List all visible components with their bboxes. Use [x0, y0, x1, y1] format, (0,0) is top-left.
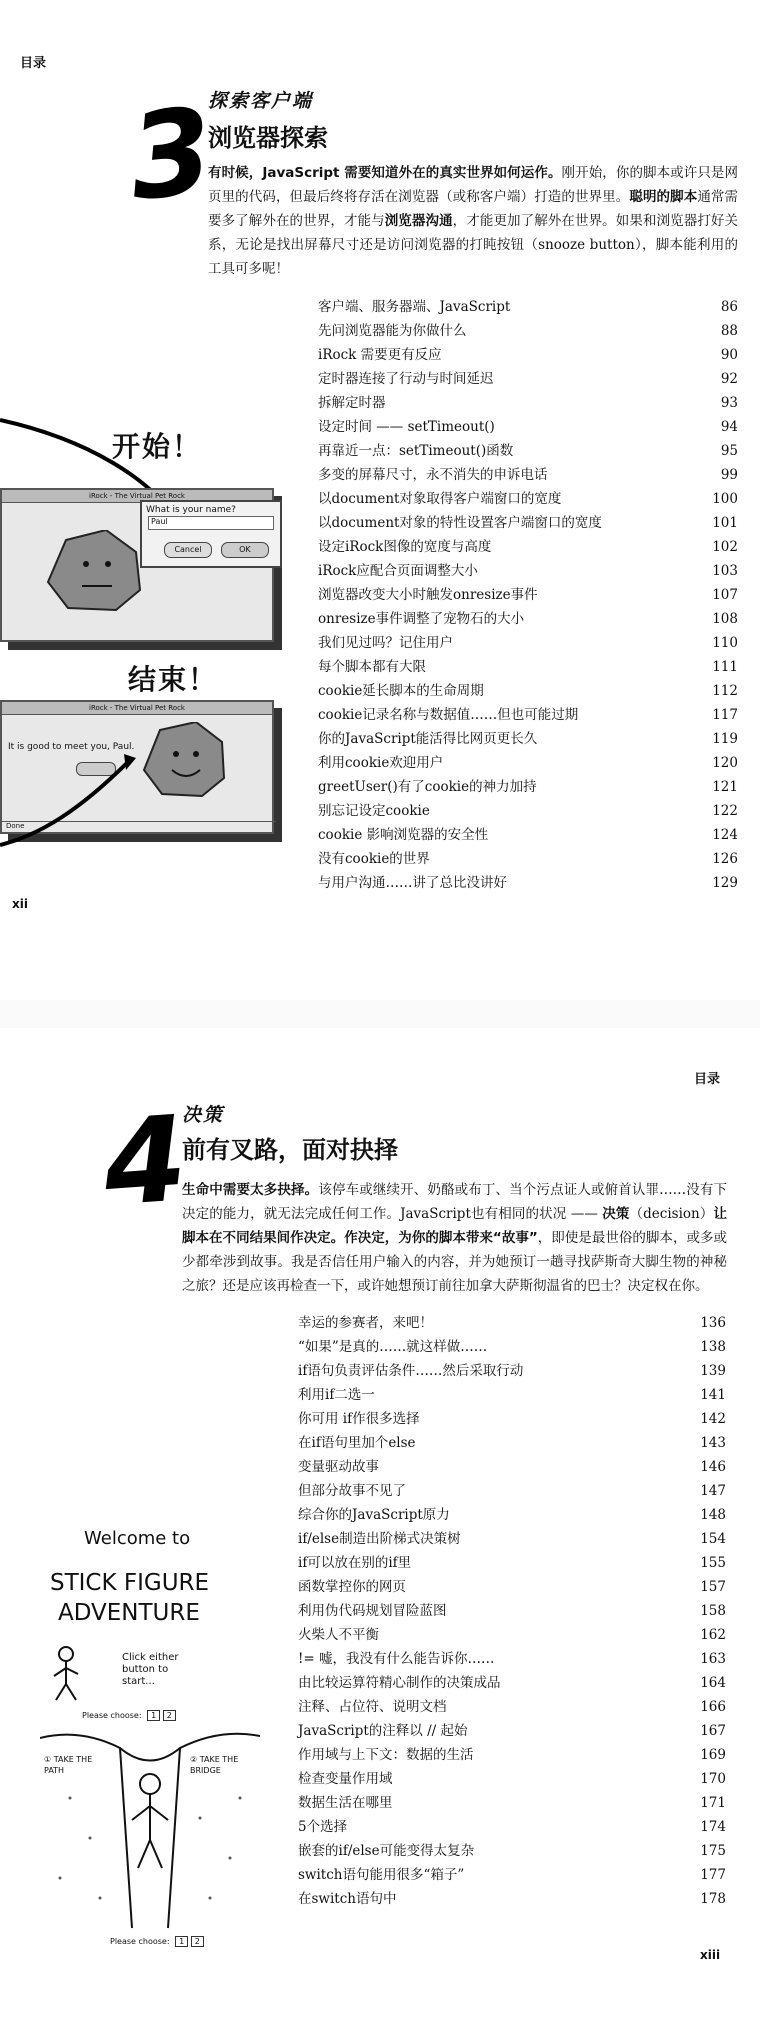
toc-row[interactable] — [318, 295, 738, 319]
toc-entry-label: 客户端、服务器端、JavaScript — [318, 299, 511, 315]
intro-bold-2: 决策 — [602, 1206, 630, 1222]
toc-row[interactable] — [298, 1695, 726, 1719]
toc-entry-page: 171 — [700, 1795, 726, 1811]
intro-bold-3: 浏览器沟通 — [384, 213, 453, 229]
toc-entry-page: 88 — [720, 323, 738, 339]
toc-entry-page: 93 — [720, 395, 738, 411]
toc-entry-page: 129 — [712, 875, 738, 891]
intro-text-1: 该停车或继续开、奶酪或布丁、当个污点证人或俯首认罪……没有下决定的能力，就无法完成任何工作。JavaScript也有相同的状况 —— — [182, 1182, 728, 1222]
toc-entry-page: 155 — [700, 1555, 726, 1571]
toc-entry-page: 119 — [712, 731, 738, 747]
toc-entry-page: 112 — [712, 683, 738, 699]
toc-row[interactable] — [318, 631, 738, 655]
toc-entry-label: 再靠近一点：setTimeout()函数 — [318, 443, 514, 459]
toc-entry-label: iRock 需要更有反应 — [318, 347, 442, 363]
toc-entry-label: 变量驱动故事 — [298, 1459, 379, 1475]
toc-entry-page: 162 — [700, 1627, 726, 1643]
toc-row[interactable] — [318, 463, 738, 487]
toc-entry-page: 164 — [700, 1675, 726, 1691]
chapter-title: 浏览器探索 — [208, 124, 328, 152]
choice-button-2[interactable]: 2 — [163, 1710, 176, 1721]
intro-bold-2: 聪明的脚本 — [629, 189, 698, 205]
toc-entry-label: 先问浏览器能为你做什么 — [318, 323, 467, 339]
intro-bold-1: 有时候，JavaScript 需要知道外在的真实世界如何运作。 — [208, 165, 562, 181]
toc-row[interactable] — [318, 511, 738, 535]
toc-entry-page: 158 — [700, 1603, 726, 1619]
toc-entry-label: 在switch语句中 — [298, 1891, 397, 1907]
toc-row[interactable] — [318, 487, 738, 511]
toc-row[interactable] — [298, 1599, 726, 1623]
toc-entry-page: 136 — [700, 1315, 726, 1331]
toc-entry-page: 169 — [700, 1747, 726, 1763]
toc-entry-label: if/else制造出阶梯式决策树 — [298, 1531, 461, 1547]
toc-row[interactable] — [298, 1503, 726, 1527]
toc-entry-label: if可以放在别的if里 — [298, 1555, 412, 1571]
choice-button-1[interactable]: 1 — [147, 1710, 160, 1721]
toc-entry-label: 别忘记设定cookie — [318, 803, 430, 819]
toc-row[interactable] — [318, 751, 738, 775]
chapter-kicker: 探索客户端 — [208, 90, 314, 112]
toc-row[interactable] — [298, 1791, 726, 1815]
toc-row[interactable] — [298, 1383, 726, 1407]
toc-entry-page: 95 — [720, 443, 738, 459]
toc-entry-label: cookie延长脚本的生命周期 — [318, 683, 484, 699]
toc-entry-page: 108 — [712, 611, 738, 627]
toc-entry-page: 121 — [712, 779, 738, 795]
toc-entry-label: 设定时间 —— setTimeout() — [318, 419, 495, 435]
toc-entry-label: 综合你的JavaScript原力 — [298, 1507, 450, 1523]
game-title-line-1: STICK FIGURE — [50, 1570, 210, 1596]
toc-row[interactable] — [318, 607, 738, 631]
toc-entry-label: “如果”是真的……就这样做…… — [298, 1339, 488, 1355]
window-titlebar: iRock - The Virtual Pet Rock — [2, 490, 272, 503]
toc-entry-label: 火柴人不平衡 — [298, 1627, 379, 1643]
chapter-kicker: 决策 — [182, 1104, 225, 1126]
toc-entry-label: 数据生活在哪里 — [298, 1795, 393, 1811]
toc-entry-page: 154 — [700, 1531, 726, 1547]
toc-entry-label: 注释、占位符、说明文档 — [298, 1699, 447, 1715]
toc-row[interactable] — [318, 871, 738, 895]
toc-entry-label: 每个脚本都有大限 — [318, 659, 426, 675]
toc-entry-page: 174 — [700, 1819, 726, 1835]
toc-entry-label: 你的JavaScript能活得比网页更长久 — [318, 731, 538, 747]
page-bottom — [0, 1028, 760, 2042]
game-title-line-2: ADVENTURE — [58, 1600, 200, 1626]
toc-entry-page: 139 — [700, 1363, 726, 1379]
toc-entry-label: JavaScript的注释以 // 起始 — [298, 1723, 468, 1739]
toc-entry-label: 你可用 if作很多选择 — [298, 1411, 420, 1427]
toc-entry-label: 浏览器改变大小时触发onresize事件 — [318, 587, 538, 603]
toc-entry-label: 作用域与上下文：数据的生活 — [298, 1747, 474, 1763]
toc-row[interactable] — [298, 1527, 726, 1551]
toc-row[interactable] — [318, 823, 738, 847]
toc-entry-label: 以document对象的特性设置客户端窗口的宽度 — [318, 515, 602, 531]
chapter-number: 4 — [99, 1089, 191, 1233]
toc-entry-label: greetUser()有了cookie的神力加持 — [318, 779, 537, 795]
toc-row[interactable] — [298, 1863, 726, 1887]
prompt-question: What is your name? — [146, 505, 236, 515]
toc-entry-page: 107 — [712, 587, 738, 603]
toc-row[interactable] — [298, 1743, 726, 1767]
toc-entry-page: 157 — [700, 1579, 726, 1595]
toc-entry-label: 函数掌控你的网页 — [298, 1579, 406, 1595]
toc-entry-page: 111 — [712, 659, 738, 675]
ok-button[interactable]: OK — [221, 542, 269, 558]
intro-text-2: 通常需要多了解外在的世界，才能与 — [208, 189, 739, 229]
chapter-title: 前有叉路，面对抉择 — [182, 1136, 398, 1164]
intro-bold-1: 生命中需要太多抉择。 — [182, 1182, 319, 1198]
choose-label: Please choose: — [110, 1937, 170, 1946]
chapter-intro — [208, 161, 738, 281]
toc-entry-label: 在if语句里加个else — [298, 1435, 416, 1451]
toc-row[interactable] — [298, 1887, 726, 1911]
toc-entry-page: 120 — [712, 755, 738, 771]
toc-row[interactable] — [318, 775, 738, 799]
toc-entry-label: 利用if二选一 — [298, 1387, 375, 1403]
toc-entry-page: 163 — [700, 1651, 726, 1667]
toc-list — [298, 1311, 726, 1921]
toc-entry-label: 定时器连接了行动与时间延迟 — [318, 371, 494, 387]
chapter-intro — [182, 1178, 727, 1298]
toc-row[interactable] — [318, 559, 738, 583]
toc-entry-page: 170 — [700, 1771, 726, 1787]
toc-row[interactable] — [298, 1455, 726, 1479]
toc-row[interactable] — [318, 727, 738, 751]
toc-row[interactable] — [298, 1839, 726, 1863]
toc-row[interactable] — [318, 391, 738, 415]
toc-entry-page: 117 — [712, 707, 738, 723]
rock-icon — [46, 530, 142, 612]
toc-entry-page: 100 — [712, 491, 738, 507]
toc-entry-label: 检查变量作用域 — [298, 1771, 393, 1787]
toc-entry-label: if语句负责评估条件……然后采取行动 — [298, 1363, 524, 1379]
path-option-2: ② TAKE THE BRIDGE — [190, 1755, 239, 1775]
toc-entry-page: 138 — [700, 1339, 726, 1355]
toc-row[interactable] — [298, 1311, 726, 1335]
intro-text-3: ，即使是最世俗的脚本，或多或少都牵涉到故事。我是否信任用户输入的内容，并为她预订一趟寻找萨斯奇大脚生物的神秘之旅？还是应该再检查一下，或许她想预订前往加拿大萨斯彻温省的巴士？决定权在你。 — [182, 1230, 727, 1294]
toc-entry-page: 102 — [712, 539, 738, 555]
page-number: xii — [12, 897, 28, 911]
toc-entry-page: 147 — [700, 1483, 726, 1499]
corner-label: 目录 — [694, 1071, 721, 1086]
toc-entry-label: 利用cookie欢迎用户 — [318, 755, 444, 771]
chapter-number: 3 — [123, 81, 220, 227]
toc-entry-label: 以document对象取得客户端窗口的宽度 — [318, 491, 562, 507]
toc-row[interactable] — [298, 1407, 726, 1431]
toc-row[interactable] — [298, 1575, 726, 1599]
choose-row-2 — [110, 1936, 204, 1947]
toc-entry-page: 94 — [720, 419, 738, 435]
toc-row[interactable] — [318, 535, 738, 559]
toc-row[interactable] — [298, 1551, 726, 1575]
toc-row[interactable] — [318, 799, 738, 823]
toc-row[interactable] — [318, 655, 738, 679]
intro-text-1: 刚开始，你的脚本或许只是网页里的代码，但最后终将存活在浏览器（或称客户端）打造的世界里。 — [208, 165, 739, 205]
toc-row[interactable] — [318, 847, 738, 871]
toc-entry-label: 没有cookie的世界 — [318, 851, 430, 867]
toc-row[interactable] — [298, 1623, 726, 1647]
toc-row[interactable] — [318, 343, 738, 367]
toc-entry-label: cookie 影响浏览器的安全性 — [318, 827, 489, 843]
toc-entry-page: 101 — [712, 515, 738, 531]
toc-row[interactable] — [318, 679, 738, 703]
welcome-text: Welcome to — [84, 1528, 191, 1549]
toc-row[interactable] — [318, 415, 738, 439]
choice-button-2[interactable]: 2 — [191, 1936, 204, 1947]
toc-entry-page: 122 — [712, 803, 738, 819]
toc-entry-page: 124 — [712, 827, 738, 843]
toc-entry-page: 148 — [700, 1507, 726, 1523]
toc-entry-page: 175 — [700, 1843, 726, 1859]
toc-entry-label: switch语句能用很多“箱子” — [298, 1867, 465, 1883]
toc-row[interactable] — [298, 1719, 726, 1743]
toc-entry-page: 177 — [700, 1867, 726, 1883]
toc-entry-label: 5个选择 — [298, 1819, 348, 1835]
toc-entry-page: 99 — [720, 467, 738, 483]
stick-figure-illustration — [40, 1528, 280, 1968]
intro-bold-3: 让脚本在不同结果间作决定。作决定，为你的脚本带来“故事” — [182, 1206, 728, 1246]
toc-row[interactable] — [298, 1431, 726, 1455]
flow-arrow-bottom — [0, 730, 200, 850]
toc-entry-page: 146 — [700, 1459, 726, 1475]
choose-row-1 — [82, 1710, 176, 1721]
toc-entry-label: 多变的屏幕尺寸，永不消失的申诉电话 — [318, 467, 548, 483]
status-bar: Done — [2, 821, 276, 832]
choose-label: Please choose: — [82, 1711, 142, 1720]
page-gap — [0, 1000, 760, 1028]
browser-window-1 — [0, 488, 274, 642]
toc-entry-page: 143 — [700, 1435, 726, 1451]
toc-entry-page: 141 — [700, 1387, 726, 1403]
stick-figure-icon — [48, 1646, 88, 1706]
toc-entry-page: 142 — [700, 1411, 726, 1427]
intro-text-2: （decision） — [629, 1206, 714, 1222]
toc-entry-page: 126 — [712, 851, 738, 867]
toc-entry-page: 167 — [700, 1723, 726, 1739]
toc-entry-label: iRock应配合页面调整大小 — [318, 563, 478, 579]
greeting-text: It is good to meet you, Paul. — [8, 742, 135, 752]
toc-entry-label: 拆解定时器 — [318, 395, 386, 411]
toc-entry-label: 由比较运算符精心制作的决策成品 — [298, 1675, 501, 1691]
toc-row[interactable] — [298, 1647, 726, 1671]
end-label: 结束！ — [128, 663, 219, 696]
toc-row[interactable] — [298, 1815, 726, 1839]
corner-label: 目录 — [20, 55, 47, 70]
toc-row[interactable] — [298, 1671, 726, 1695]
toc-entry-page: 103 — [712, 563, 738, 579]
toc-list — [318, 295, 738, 905]
toc-entry-label: 与用户沟通……讲了总比没讲好 — [318, 875, 507, 891]
toc-row[interactable] — [318, 367, 738, 391]
window-titlebar: iRock - The Virtual Pet Rock — [2, 702, 272, 715]
toc-entry-label: 但部分故事不见了 — [298, 1483, 406, 1499]
path-option-1: ① TAKE THE PATH — [44, 1755, 93, 1775]
toc-row[interactable] — [318, 703, 738, 727]
toc-entry-label: 幸运的参赛者，来吧！ — [298, 1315, 433, 1331]
toc-entry-label: onresize事件调整了宠物石的大小 — [318, 611, 525, 627]
toc-entry-label: 利用伪代码规划冒险蓝图 — [298, 1603, 447, 1619]
toc-row[interactable] — [298, 1767, 726, 1791]
toc-entry-page: 166 — [700, 1699, 726, 1715]
toc-entry-label: != 嘘，我没有什么能告诉你…… — [298, 1651, 495, 1667]
page-top — [0, 0, 760, 1000]
toc-row[interactable] — [318, 439, 738, 463]
start-label: 开始！ — [112, 430, 203, 463]
toc-row[interactable] — [298, 1359, 726, 1383]
page-number: xiii — [700, 1948, 721, 1962]
irock-illustration — [0, 400, 305, 850]
toc-row[interactable] — [318, 319, 738, 343]
toc-row[interactable] — [318, 583, 738, 607]
toc-entry-label: 嵌套的if/else可能变得太复杂 — [298, 1843, 475, 1859]
toc-row[interactable] — [298, 1335, 726, 1359]
prompt-input[interactable]: Paul — [148, 516, 274, 530]
toc-entry-label: 设定iRock图像的宽度与高度 — [318, 539, 492, 555]
toc-entry-label: cookie记录名称与数据值……但也可能过期 — [318, 707, 579, 723]
toc-entry-page: 178 — [700, 1891, 726, 1907]
intro-text-3: ，才能更加了解外在世界。如果和浏览器打好关系，无论是找出屏幕尺寸还是访问浏览器的打盹按钮（snooze button），脚本能利用的工具可多呢！ — [208, 213, 739, 277]
toc-entry-page: 86 — [720, 299, 738, 315]
instruction-text: Click either button to start... — [122, 1652, 179, 1687]
toc-entry-page: 92 — [720, 371, 738, 387]
toc-row[interactable] — [298, 1479, 726, 1503]
toc-entry-page: 110 — [712, 635, 738, 651]
prompt-dialog — [140, 500, 282, 568]
choice-button-1[interactable]: 1 — [175, 1936, 188, 1947]
toc-entry-label: 我们见过吗？记住用户 — [318, 635, 453, 651]
cancel-button[interactable]: Cancel — [164, 542, 212, 558]
toc-entry-page: 90 — [720, 347, 738, 363]
